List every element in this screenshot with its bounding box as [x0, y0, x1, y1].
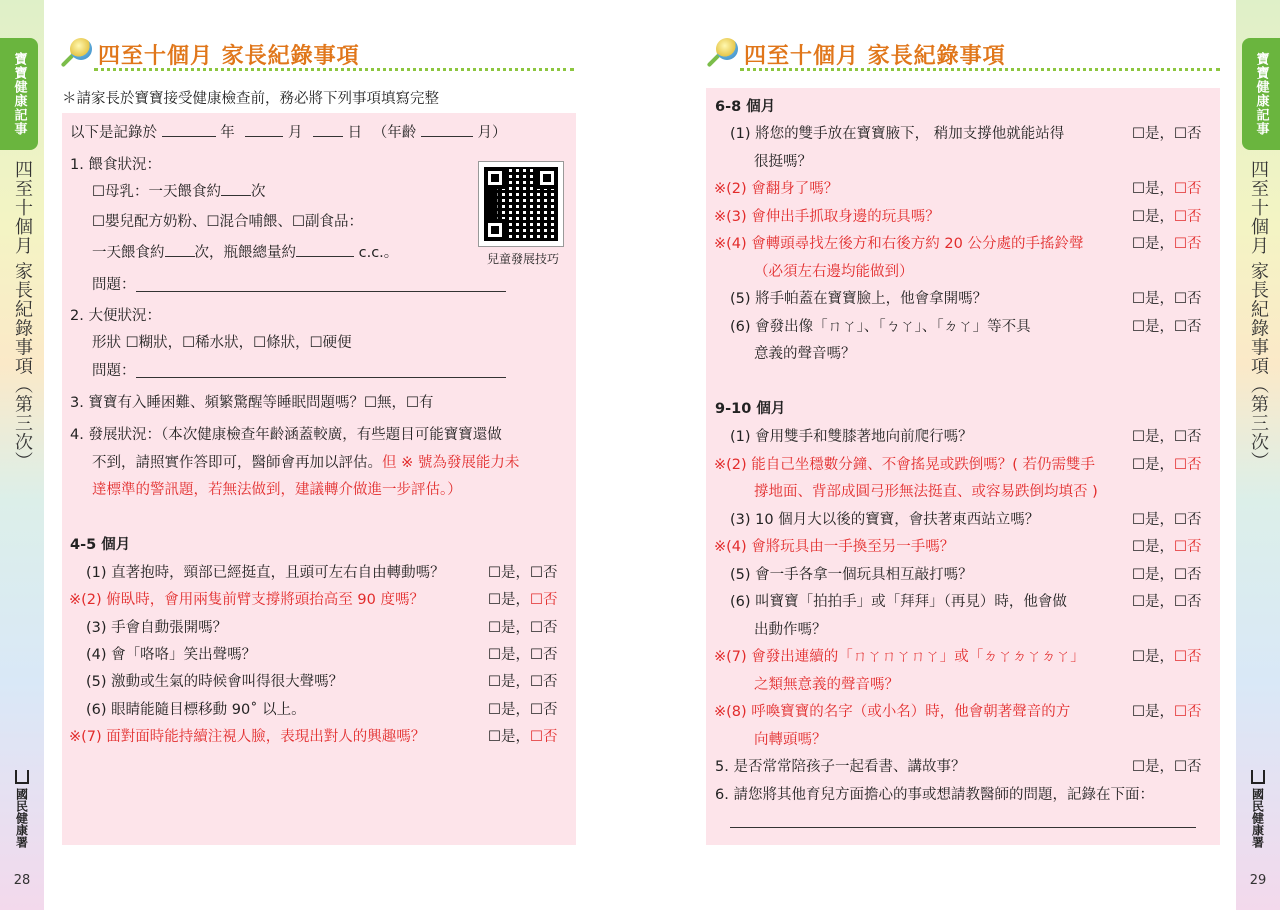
no-checkbox[interactable]: ☐否	[530, 728, 558, 745]
page-header-right	[706, 38, 1006, 70]
milestone-question: (5) 會一手各拿一個玩具相互敲打嗎？	[730, 566, 973, 583]
title-divider	[94, 68, 574, 71]
no-checkbox[interactable]: ☐否	[530, 565, 558, 581]
day-field[interactable]	[313, 123, 343, 137]
day-label: 日	[347, 125, 363, 141]
yes-checkbox[interactable]: ☐是，	[488, 592, 530, 609]
age-field[interactable]	[421, 123, 473, 137]
no-checkbox[interactable]: ☐否	[1174, 126, 1202, 142]
yes-checkbox[interactable]: ☐是，	[1132, 126, 1174, 142]
milestone-question: ※(4) 會轉頭尋找左後方和右後方約 20 公分處的手搖鈴聲	[714, 236, 1084, 252]
no-checkbox[interactable]: ☐否	[1174, 318, 1202, 335]
reading-answer	[1132, 757, 1202, 777]
bottle-label: 次，瓶餵總量約	[194, 245, 296, 261]
vertical-section-title: 四至十個月 家長紀錄事項（第三次）	[1248, 160, 1269, 471]
yes-checkbox[interactable]: ☐是，	[488, 619, 530, 636]
stool-problem-label: 問題：	[92, 363, 136, 379]
daily-label: 一天餵食約	[92, 245, 165, 261]
development-intro-2	[92, 453, 519, 473]
no-checkbox[interactable]: ☐否	[1174, 429, 1202, 445]
section-4-5-months: 4-5 個月	[70, 537, 131, 553]
concerns-question: 6. 請您將其他育兒方面擔心的事或想請教醫師的問題，記錄在下面：	[715, 787, 1154, 803]
org-logo	[10, 770, 34, 848]
yes-checkbox[interactable]: ☐是，	[488, 674, 530, 691]
section-badge: 寶寶健康記事	[1242, 38, 1280, 150]
yes-checkbox[interactable]: ☐是，	[1132, 566, 1174, 583]
yes-checkbox[interactable]: ☐是，	[1132, 511, 1174, 528]
qr-finder	[536, 167, 558, 189]
qr-finder	[484, 167, 506, 189]
yes-checkbox[interactable]: ☐是，	[1132, 539, 1174, 555]
no-checkbox[interactable]: ☐否	[530, 674, 558, 691]
yes-checkbox[interactable]: ☐是，	[1132, 456, 1174, 473]
cc-label: c.c.。	[358, 245, 399, 261]
daily-feed-line	[92, 243, 398, 263]
yes-checkbox[interactable]: ☐是，	[1132, 208, 1174, 225]
answer-choices	[1132, 702, 1202, 722]
org-name: 國民健康署	[14, 788, 29, 848]
year-label: 年	[220, 125, 235, 141]
month-field[interactable]	[245, 123, 283, 137]
no-checkbox[interactable]: ☐否	[1174, 208, 1202, 225]
stool-title: 2. 大便狀況：	[70, 308, 161, 324]
right-side-strip	[1236, 0, 1280, 910]
instruction-note: ＊請家長於寶寶接受健康檢查前，務必將下列事項填寫完整	[62, 91, 439, 107]
answer-choices	[1132, 289, 1202, 309]
answer-choices	[1132, 565, 1202, 585]
no-checkbox[interactable]: ☐否	[1174, 511, 1202, 528]
reading-question: 5. 是否常常陪孩子一起看書、講故事？	[715, 759, 966, 775]
milestone-question: (1) 將您的雙手放在寶寶腋下， 稍加支撐他就能站得	[730, 126, 1065, 142]
milestone-question: (3) 10 個月大以後的寶寶，會扶著東西站立嗎？	[730, 511, 1040, 528]
page-title: 四至十個月 家長紀錄事項	[744, 43, 1006, 69]
warning-note: 但 ※ 號為發展能力未	[382, 455, 520, 471]
qr-finder	[484, 219, 506, 241]
vertical-section-title: 四至十個月 家長紀錄事項（第三次）	[12, 160, 33, 471]
milestone-question: ※(2) 會翻身了嗎？	[714, 181, 839, 197]
hand-icon	[1251, 770, 1265, 784]
sleep-question[interactable]: 3. 寶寶有入睡困難、頻繁驚醒等睡眠問題嗎？☐無，☐有	[70, 395, 434, 411]
age-close-label: 月）	[477, 125, 507, 141]
milestone-question: (5) 激動或生氣的時候會叫得很大聲嗎？	[86, 674, 344, 691]
milestone-question: (1) 會用雙手和雙膝著地向前爬行嗎？	[730, 429, 973, 445]
title-divider	[740, 68, 1220, 71]
age-label: （年齡	[372, 125, 417, 141]
milestone-question: (6) 會發出像「ㄇㄚ」、「ㄅㄚ」、「ㄉㄚ」等不具	[730, 318, 1031, 335]
milestone-question: (4) 會「咯咯」笑出聲嗎？	[86, 646, 257, 663]
feeding-problem-label: 問題：	[92, 277, 136, 293]
milestone-question: ※(7) 會發出連續的「ㄇㄚㄇㄚㄇㄚ」或「ㄉㄚㄉㄚㄉㄚ」	[714, 649, 1085, 665]
rattle-icon	[706, 38, 738, 70]
section-9-10-months: 9-10 個月	[715, 401, 786, 417]
yes-checkbox[interactable]: ☐是，	[488, 646, 530, 663]
record-label: 以下是記錄於	[70, 125, 157, 141]
yes-checkbox[interactable]: ☐是，	[1132, 759, 1174, 775]
answer-choices	[1132, 124, 1202, 144]
milestone-question-cont: 之類無意義的聲音嗎？	[754, 676, 899, 693]
answer-choices	[1132, 510, 1202, 530]
answer-choices	[1132, 592, 1202, 612]
org-logo	[1246, 770, 1270, 848]
answer-choices	[488, 618, 558, 638]
yes-checkbox[interactable]: ☐是，	[1132, 181, 1174, 197]
record-date-line	[70, 123, 506, 143]
no-checkbox[interactable]: ☐否	[530, 592, 558, 609]
org-name: 國民健康署	[1250, 788, 1265, 848]
no-checkbox[interactable]: ☐否	[530, 701, 558, 718]
daily-count-field[interactable]	[165, 243, 195, 257]
milestone-question: (3) 手會自動張開嗎？	[86, 619, 228, 636]
left-side-strip	[0, 0, 44, 910]
rattle-icon	[60, 38, 92, 70]
milestone-question: ※(2) 俯臥時，會用兩隻前臂支撐將頭抬高至 90 度嗎？	[69, 592, 424, 609]
formula-options[interactable]: ☐嬰兒配方奶粉、☐混合哺餵、☐副食品：	[92, 214, 363, 230]
yes-checkbox[interactable]: ☐是，	[1132, 291, 1174, 307]
development-intro-1: 4. 發展狀況：（本次健康檢查年齡涵蓋較廣，有些題目可能寶寶還做	[70, 427, 502, 443]
no-checkbox[interactable]: ☐否	[1174, 456, 1202, 473]
milestone-question: (6) 眼睛能隨目標移動 90˚ 以上。	[86, 701, 306, 718]
stool-shape-options[interactable]: 形狀 ☐糊狀，☐稀水狀，☐條狀，☐硬便	[92, 335, 352, 351]
milestone-question: (5) 將手帕蓋在寶寶臉上，他會拿開嗎？	[730, 291, 988, 307]
no-checkbox[interactable]: ☐否	[1174, 594, 1202, 610]
answer-choices	[488, 727, 558, 747]
answer-choices	[1132, 455, 1202, 475]
yes-checkbox[interactable]: ☐是，	[1132, 649, 1174, 665]
no-checkbox[interactable]: ☐否	[530, 619, 558, 636]
milestone-question: ※(2) 能自己坐穩數分鐘、不會搖晃或跌倒嗎？( 若仍需雙手	[714, 456, 1096, 473]
milestone-question-cont: 向轉頭嗎？	[754, 731, 827, 748]
no-checkbox[interactable]: ☐否	[1174, 566, 1202, 583]
times-label: 次	[251, 184, 266, 200]
bottle-volume-field[interactable]	[296, 243, 354, 257]
no-checkbox[interactable]: ☐否	[1174, 291, 1202, 307]
page-header-left	[60, 38, 360, 70]
yes-checkbox[interactable]: ☐是，	[488, 701, 530, 718]
milestone-question: ※(3) 會伸出手抓取身邊的玩具嗎？	[714, 208, 940, 225]
milestone-question: (1) 直著抱時，頸部已經挺直，且頭可左右自由轉動嗎？	[86, 565, 445, 581]
no-checkbox[interactable]: ☐否	[1174, 181, 1202, 197]
answer-choices	[488, 672, 558, 692]
feeding-title: 1. 餵食狀況：	[70, 157, 161, 173]
milestone-question: ※(7) 面對面時能持續注視人臉，表現出對人的興趣嗎？	[69, 728, 426, 745]
section-6-8-months: 6-8 個月	[715, 99, 776, 115]
no-checkbox[interactable]: ☐否	[1174, 759, 1202, 775]
breastmilk-count-field[interactable]	[221, 182, 251, 196]
page-title: 四至十個月 家長紀錄事項	[98, 43, 360, 69]
yes-checkbox[interactable]: ☐是，	[1132, 318, 1174, 335]
answer-choices	[1132, 207, 1202, 227]
answer-choices	[1132, 317, 1202, 337]
development-intro-3: 達標準的警訊題，若無法做到，建議轉介做進一步評估。）	[92, 482, 462, 498]
answer-choices	[1132, 427, 1202, 447]
answer-choices	[488, 590, 558, 610]
year-field[interactable]	[162, 123, 216, 137]
milestone-question: (6) 叫寶寶「拍拍手」或「拜拜」（再見）時，他會做	[730, 594, 1067, 610]
answer-choices	[1132, 234, 1202, 254]
answer-choices	[488, 645, 558, 665]
qr-code[interactable]	[478, 161, 564, 247]
qr-pattern	[484, 167, 558, 241]
stool-problem-field[interactable]	[136, 377, 506, 378]
milestone-question-cont: 意義的聲音嗎？	[754, 346, 856, 362]
no-checkbox[interactable]: ☐否	[530, 646, 558, 663]
answer-choices	[1132, 179, 1202, 199]
milestone-question: ※(4) 會將玩具由一手換至另一手嗎？	[714, 539, 955, 555]
no-checkbox[interactable]: ☐否	[1174, 236, 1202, 252]
yes-checkbox[interactable]: ☐是，	[1132, 594, 1174, 610]
answer-choices	[488, 700, 558, 720]
milestone-question-cont: 出動作嗎？	[754, 621, 827, 638]
milestone-question-cont: 很挺嗎？	[754, 153, 812, 170]
page-number-left: 28	[13, 873, 31, 888]
yes-checkbox[interactable]: ☐是，	[1132, 236, 1174, 252]
section-badge: 寶寶健康記事	[0, 38, 38, 150]
no-checkbox[interactable]: ☐否	[1174, 539, 1202, 555]
answer-choices	[488, 563, 558, 583]
no-checkbox[interactable]: ☐否	[1174, 704, 1202, 720]
concerns-field[interactable]	[730, 827, 1196, 828]
milestone-question-cont: （必須左右邊均能做到）	[754, 263, 914, 280]
yes-checkbox[interactable]: ☐是，	[1132, 704, 1174, 720]
month-label: 月	[287, 125, 303, 141]
answer-choices	[1132, 537, 1202, 557]
intro-text: 不到，請照實作答即可，醫師會再加以評估。	[92, 455, 382, 471]
yes-checkbox[interactable]: ☐是，	[488, 728, 530, 745]
breastmilk-checkbox[interactable]: ☐母乳：一天餵食約	[92, 184, 221, 200]
feeding-problem-field[interactable]	[136, 291, 506, 292]
hand-icon	[15, 770, 29, 784]
answer-choices	[1132, 647, 1202, 667]
qr-caption: 兒童發展技巧	[486, 252, 559, 266]
yes-checkbox[interactable]: ☐是，	[488, 565, 530, 581]
page-number-right: 29	[1249, 873, 1267, 888]
yes-checkbox[interactable]: ☐是，	[1132, 429, 1174, 445]
no-checkbox[interactable]: ☐否	[1174, 649, 1202, 665]
breastmilk-line	[92, 182, 266, 202]
milestone-question-cont: 撐地面、背部成圓弓形無法挺直、或容易跌倒均填否 )	[754, 484, 1098, 500]
milestone-question: ※(8) 呼喚寶寶的名字（或小名）時，他會朝著聲音的方	[714, 704, 1071, 720]
